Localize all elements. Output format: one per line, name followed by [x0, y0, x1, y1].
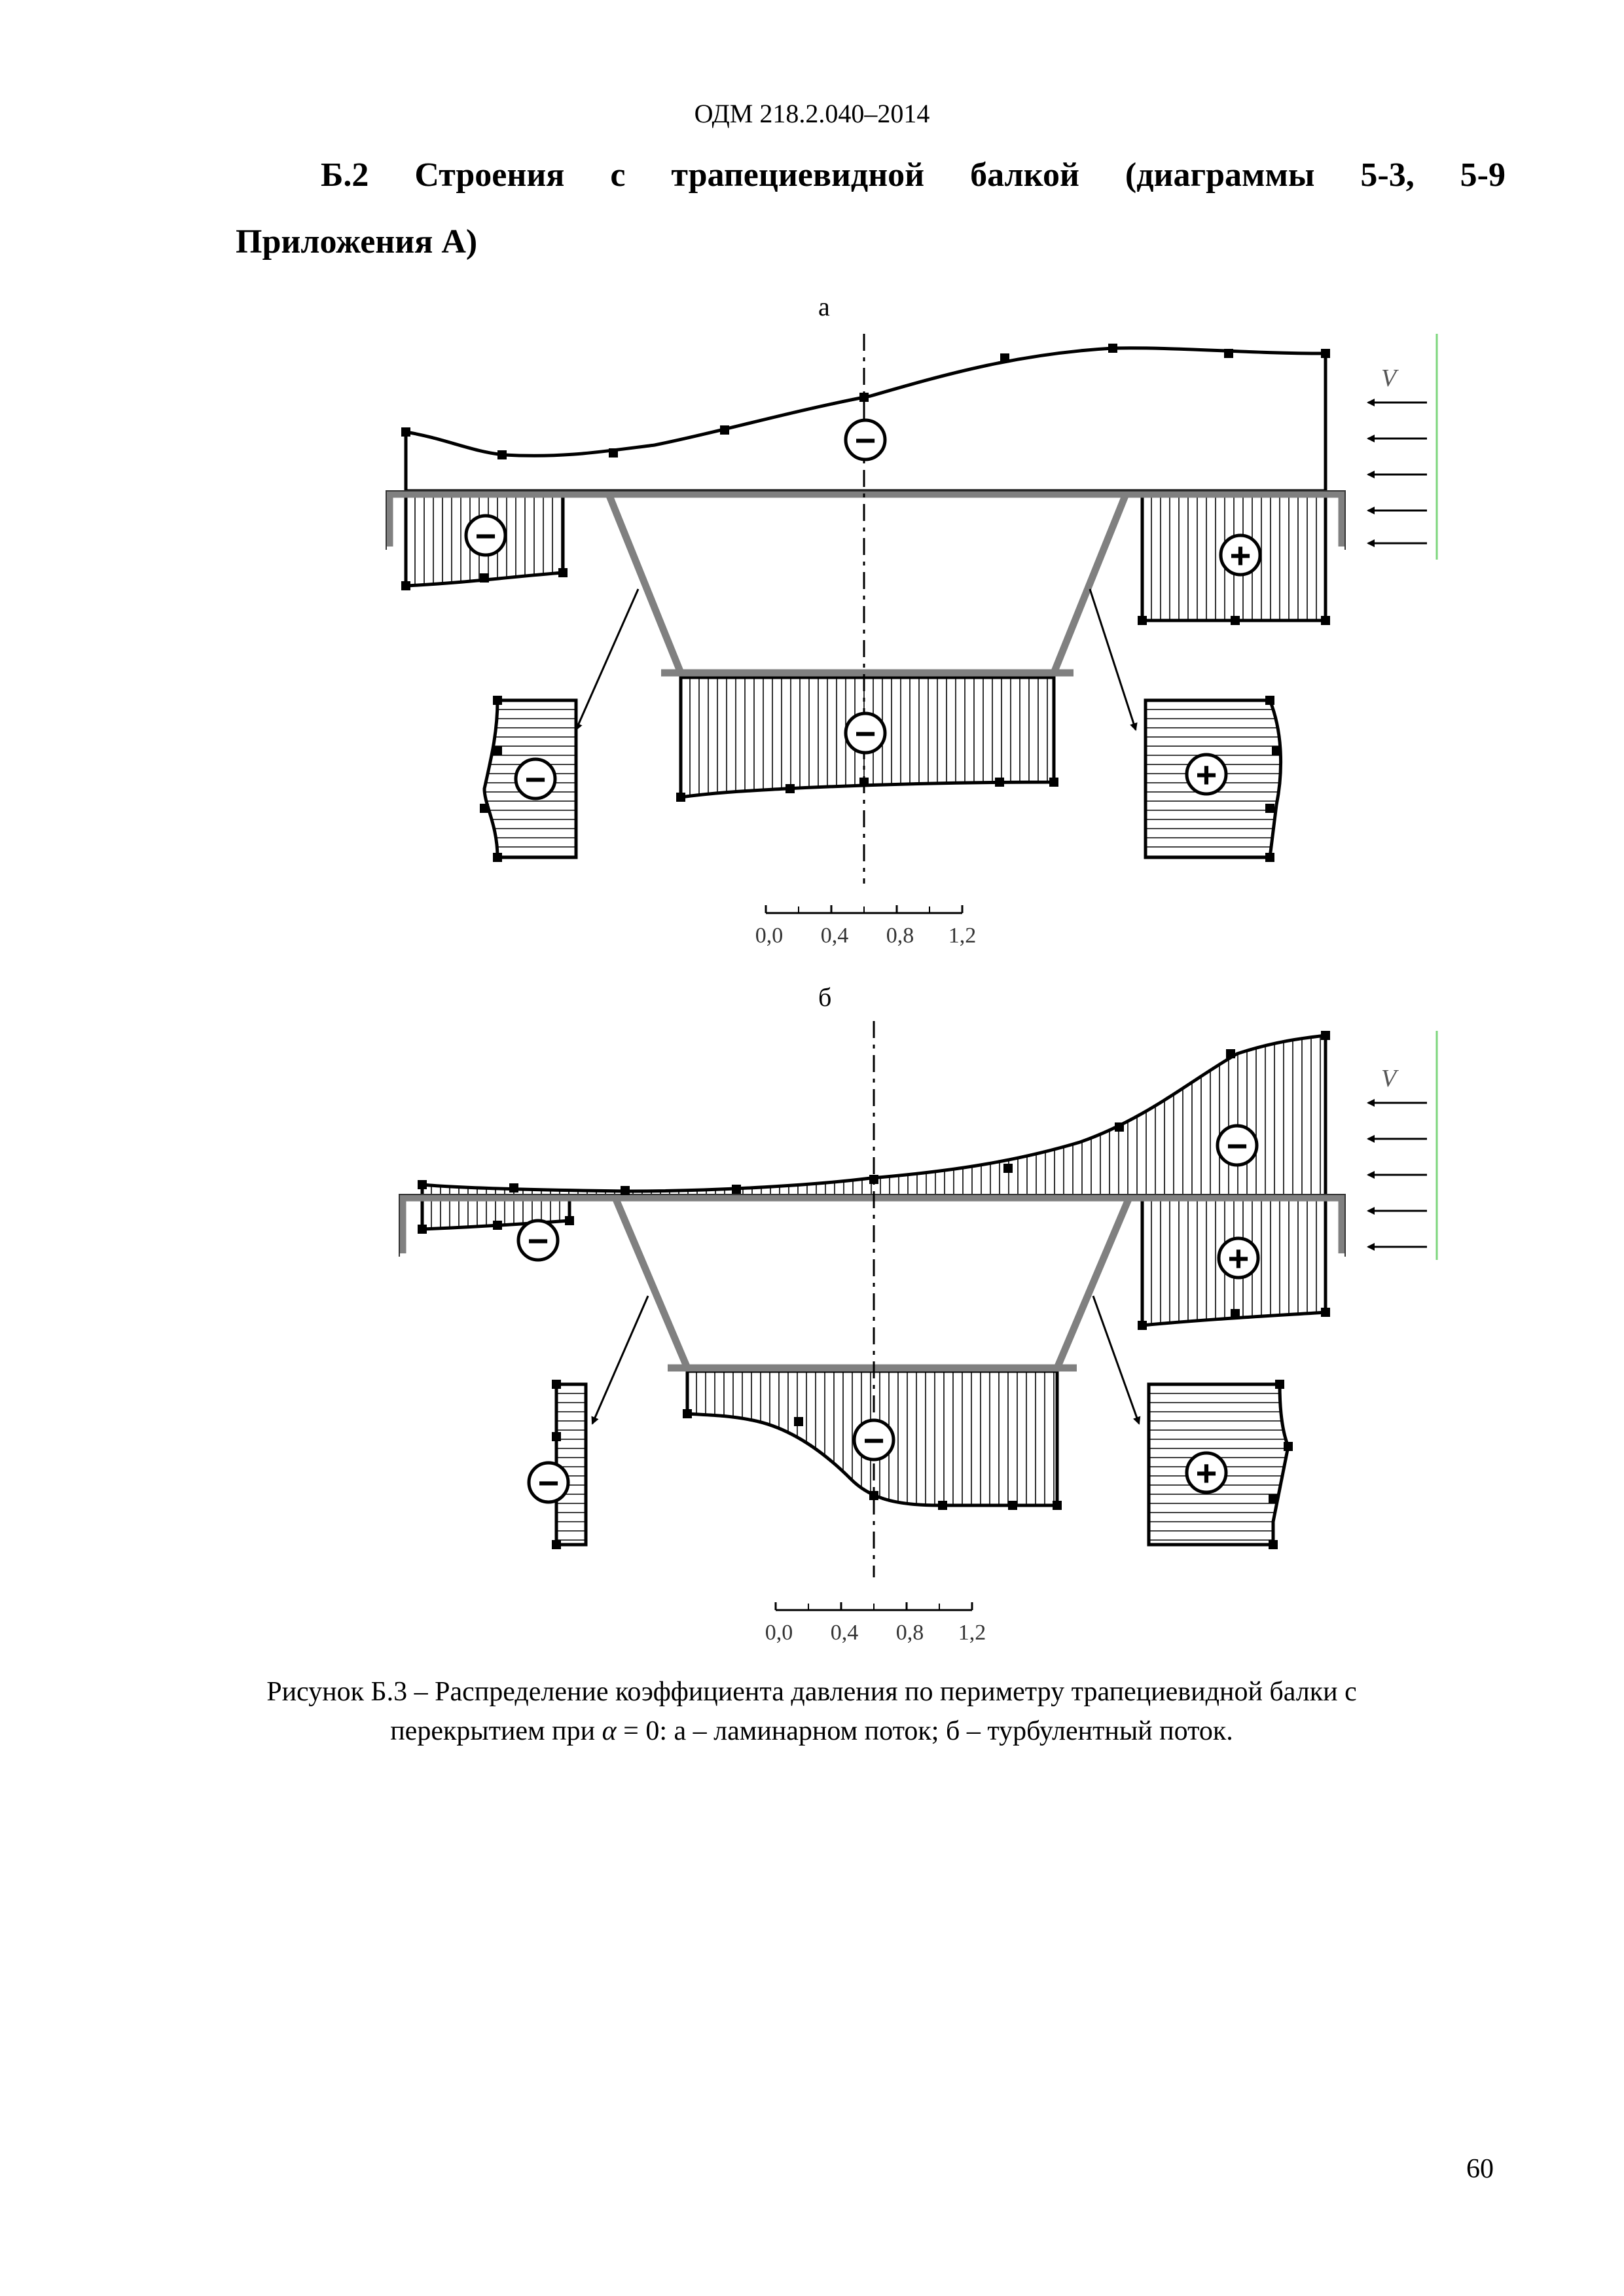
left-wall-pointer-arrow [576, 589, 638, 730]
hatch-lines [422, 1035, 1320, 1198]
beam-structure [389, 494, 1342, 673]
caption-line-2 [196, 1712, 1427, 1751]
plus-sign-right [1221, 535, 1260, 576]
diagram-panel-a [0, 327, 1624, 982]
beam-outline [386, 491, 1345, 550]
figure-caption [196, 1672, 1427, 1751]
left-wall-pointer-arrow [592, 1296, 648, 1424]
flow-velocity-label: V [1381, 365, 1397, 392]
svg-text:−: − [863, 1420, 885, 1461]
right-wall-pointer-arrow [1090, 589, 1136, 730]
section-heading-line2: Приложения А) [236, 223, 478, 260]
minus-sign-bottom [846, 713, 885, 754]
scale-tick-2: 0,8 [886, 924, 914, 948]
scale-bar [755, 905, 977, 948]
caption-line-2-post: : а – ламинарном поток; б – турбулентный поток. [659, 1716, 1233, 1746]
minus-sign-left-inset [516, 759, 555, 800]
panel-label-b: б [818, 982, 832, 1012]
svg-text:−: − [537, 1462, 560, 1503]
diagram-panel-b [0, 1021, 1624, 1649]
scale-tick-0: 0,0 [765, 1621, 793, 1645]
hatch-lines [556, 1384, 586, 1540]
flow-arrows [1368, 403, 1427, 543]
svg-text:+: + [1195, 1452, 1218, 1494]
caption-line-2-pre: перекрытием при [390, 1716, 602, 1746]
scale-tick-3: 1,2 [948, 924, 977, 948]
plus-sign-right [1219, 1238, 1258, 1279]
document-code: ОДМ 218.2.040–2014 [694, 99, 930, 128]
svg-text:−: − [1226, 1125, 1248, 1166]
caption-line-1: Рисунок Б.3 – Распределение коэффициента давления по периметру трапециевидной балки с [266, 1677, 1357, 1707]
caption-alpha: α [602, 1716, 617, 1746]
scale-tick-0: 0,0 [755, 924, 784, 948]
flow-arrows [1368, 1103, 1427, 1247]
scale-bar [765, 1602, 986, 1645]
minus-sign-top [846, 420, 885, 461]
plus-sign-right-inset [1187, 754, 1226, 795]
svg-text:−: − [854, 713, 876, 754]
svg-text:+: + [1227, 1238, 1250, 1279]
panel-label-a: а [818, 292, 830, 321]
scale-tick-2: 0,8 [895, 1621, 924, 1645]
minus-sign-left-inset [529, 1462, 568, 1503]
plus-sign-right-inset [1187, 1452, 1226, 1494]
svg-text:+: + [1195, 754, 1218, 795]
scale-tick-3: 1,2 [958, 1621, 986, 1645]
svg-text:−: − [524, 759, 547, 800]
left-side-inset [556, 1384, 586, 1545]
page-number: 60 [1466, 2154, 1494, 2184]
flow-velocity-label: V [1381, 1065, 1397, 1092]
caption-eq: = 0 [616, 1716, 660, 1746]
section-heading-line1: Б.2 Строения с трапециевидной балкой (диаграммы 5-3, 5-9 [321, 156, 1506, 194]
minus-sign-bottom [854, 1420, 893, 1461]
scale-tick-1: 0,4 [830, 1621, 859, 1645]
minus-sign-left [466, 515, 505, 556]
svg-text:−: − [854, 420, 876, 461]
minus-sign-left [518, 1220, 558, 1261]
svg-text:+: + [1229, 535, 1252, 576]
svg-text:−: − [527, 1220, 549, 1261]
svg-text:−: − [475, 515, 497, 556]
scale-tick-1: 0,4 [820, 924, 849, 948]
right-wall-pointer-arrow [1093, 1296, 1139, 1424]
minus-sign-top [1218, 1125, 1257, 1166]
